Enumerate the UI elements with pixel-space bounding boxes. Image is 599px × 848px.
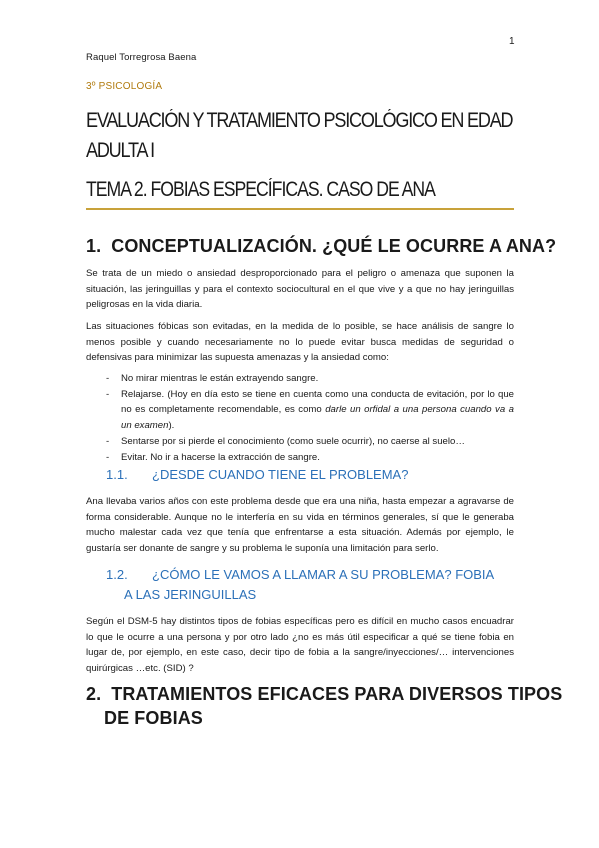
section-1-2-title-line-1: ¿CÓMO LE VAMOS A LLAMAR A SU PROBLEMA? FOBIA bbox=[152, 567, 495, 582]
bullet-dash: - bbox=[106, 435, 110, 447]
section-1-2-heading bbox=[106, 565, 516, 605]
course-label: 3º PSICOLOGÍA bbox=[86, 81, 163, 92]
section-1-1-paragraph: Ana llevaba varios años con este problema desde que era una niña, hasta empezar a agravarse de forma considerable. Aunque no le interfería en su vida en términos generales, sí que le generaba mucho malestar cada vez que tenía que enfrentarse a esta situación. Además por ejemplo, le gustaría ser donante de sangre y su problema le suponía una limitación para serlo. bbox=[86, 496, 514, 555]
page-number: 1 bbox=[509, 36, 515, 47]
section-2-title-line-1: TRATAMIENTOS EFICACES PARA DIVERSOS TIPOS bbox=[111, 684, 563, 704]
bullet-dash: - bbox=[106, 388, 110, 400]
section-1-1-number: 1.1. bbox=[106, 467, 128, 482]
author-name: Raquel Torregrosa Baena bbox=[86, 52, 197, 63]
section-1-heading bbox=[86, 236, 556, 257]
section-2-title-line-2: DE FOBIAS bbox=[104, 708, 203, 728]
list-item: - Relajarse. (Hoy en día esto se tiene en cuenta como una conducta de evitación, por lo que no es completamente recomendable, es como darle un orfidal a una persona cuando va a un examen). bbox=[106, 388, 514, 432]
bullet-dash: - bbox=[106, 451, 110, 463]
section-1-number: 1. bbox=[86, 236, 102, 256]
list-item: - Sentarse por si pierde el conocimiento (como suele ocurrir), no caerse al suelo… bbox=[106, 434, 514, 450]
section-1-title: CONCEPTUALIZACIÓN. ¿QUÉ LE OCURRE A ANA? bbox=[111, 236, 557, 256]
section-1-2-paragraph: Según el DSM-5 hay distintos tipos de fobias específicas pero es difícil en mucho casos encuadrar lo que le ocurre a una persona y por otro lado ¿no es más útil especificar a qué se tiene fobia en lugar de, por ejemplo, en este caso, decir tipo de fobia a la sangre/inyecciones/… intervenciones quirúrgicas …etc. (SID) ? bbox=[86, 616, 514, 675]
section-1-2-number: 1.2. bbox=[106, 567, 128, 582]
bullet-dash: - bbox=[106, 373, 110, 384]
section-1-paragraph-2: Las situaciones fóbicas son evitadas, en la medida de lo posible, se hace análisis de sangre lo menos posible y cuando necesariamente no lo puede evitar busca medidas de seguridad o defensivas para minimizar las supuesta amenazas y la ansiedad como: bbox=[86, 321, 514, 364]
document-title-line-2: ADULTA I bbox=[86, 139, 154, 162]
document-subtitle: TEMA 2. FOBIAS ESPECÍFICAS. CASO DE ANA bbox=[86, 178, 435, 201]
section-1-1-title: ¿DESDE CUANDO TIENE EL PROBLEMA? bbox=[152, 467, 409, 482]
document-title-line-1: EVALUACIÓN Y TRATAMIENTO PSICOLÓGICO EN EDAD bbox=[86, 109, 513, 132]
list-item: - No mirar mientras le están extrayendo sangre. bbox=[106, 371, 514, 387]
italic-example: darle un orfidal a una persona cuando va a un examen bbox=[121, 404, 514, 432]
section-1-2-title-line-2: A LAS JERINGUILLAS bbox=[124, 587, 257, 602]
section-2-number: 2. bbox=[86, 684, 102, 704]
list-item: - Evitar. No ir a hacerse la extracción de sangre. bbox=[106, 450, 514, 466]
document-title bbox=[86, 106, 533, 166]
section-2-heading bbox=[86, 682, 562, 730]
safety-behaviors-list bbox=[106, 371, 514, 465]
section-1-paragraph-1: Se trata de un miedo o ansiedad desproporcionado para el peligro o amenaza que suponen la situación, las jeringuillas y para el contexto sociocultural en el que vive y a que no hay jeringuillas peligrosas en la vida diaria. bbox=[86, 268, 514, 311]
title-divider bbox=[86, 208, 514, 210]
section-1-1-heading bbox=[106, 465, 516, 485]
